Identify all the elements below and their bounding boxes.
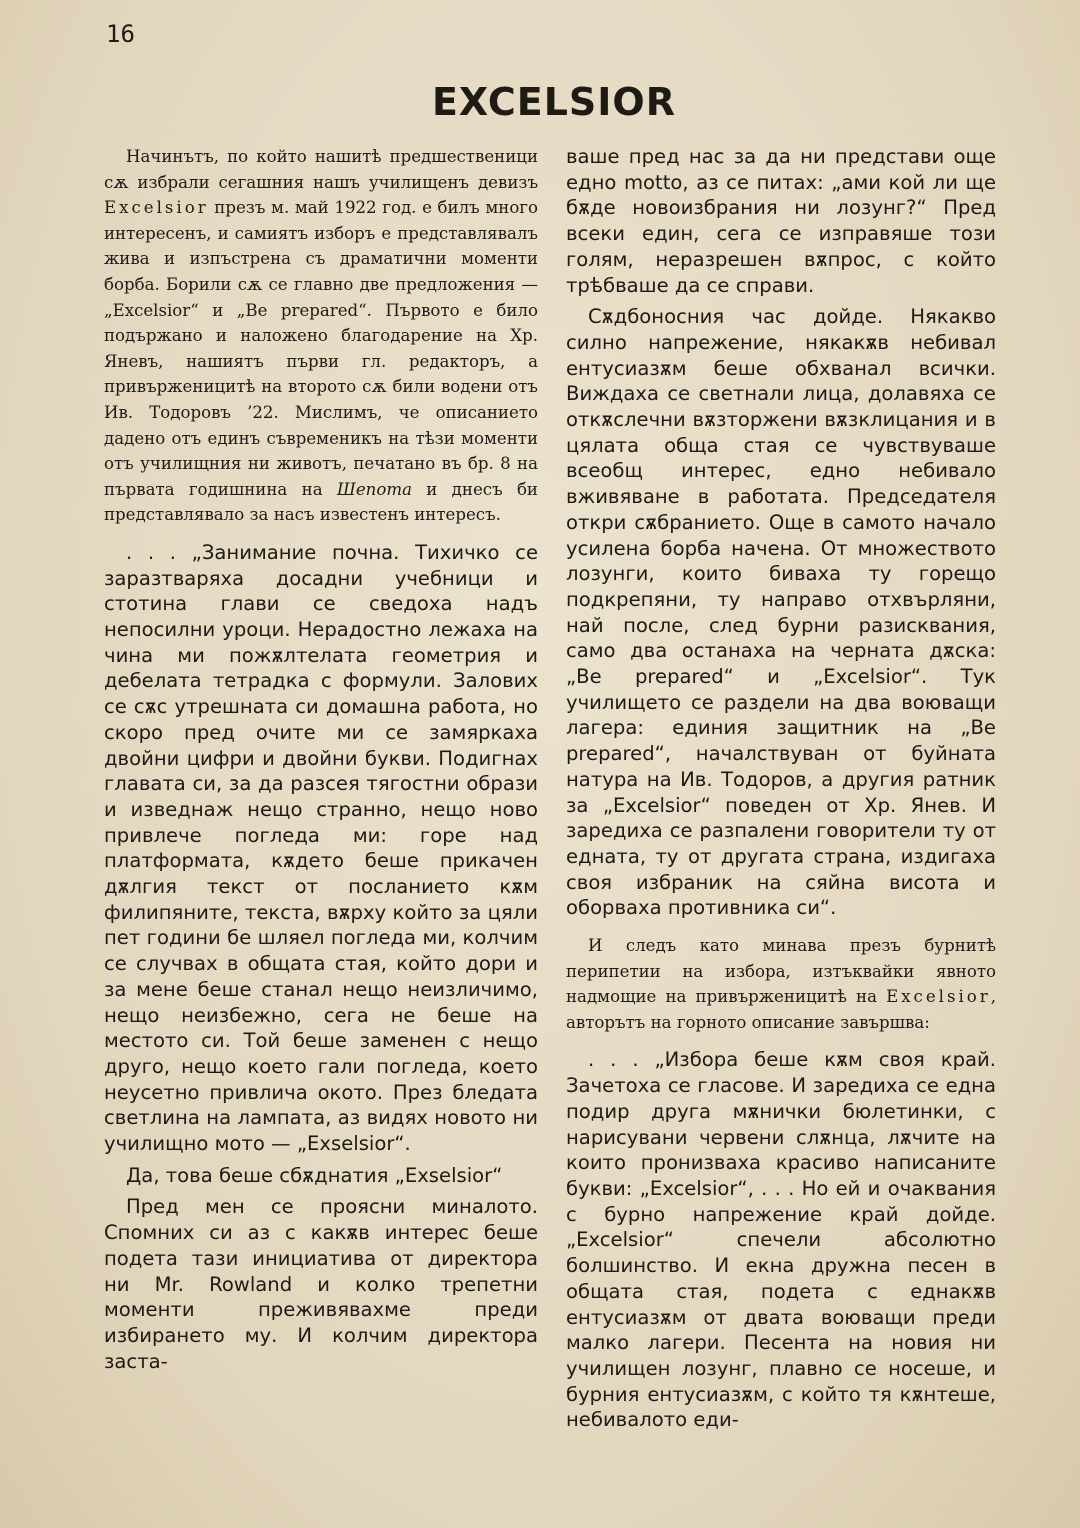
right-intro-paragraph	[566, 933, 996, 1035]
page-number: 16	[106, 20, 135, 48]
intro-text-2: презъ м. май 1922 год. е билъ много интересенъ, и самиятъ изборъ е представлявалъ жива и изпъстрена съ драматични моменти борба. Борили сѫ се главно две предложения — „Excelsior“ и „Be prepared“. Първото е било подържано и наложено благодарение на Хр. Яневъ, нашиятъ първи гл. редакторъ, а привърженицитѣ на второто сѫ били водени отъ Ив. Тодоровъ ’22. Мислимъ, че описанието дадено отъ единъ съвременикъ на тѣзи моменти отъ училищния ни животъ, печатано въ бр. 8 на първата годишнина на	[104, 198, 538, 499]
right-intro-text-1: И следъ като минава презъ бурнитѣ перипетии на избора, изтъквайки явното надмощие на привърженицитѣ на	[566, 936, 996, 1007]
quote-paragraph-1: . . . „Занимание почна. Тихичко се заразтваряха досадни учебници и стотина глави се сведоха надъ непосилни уроци. Нерадостно лежаха на чина ми пожѫлтелата геометрия и дебелата тетрадка с формули. Залових се сѫс утрешната си домашна работа, но скоро пред очите ми се замяркаха двойни цифри и двойни букви. Подигнах главата си, за да разсея тягостни образи и изведнаж нещо странно, нещо ново привлече погледа ми: горе над платформата, кѫдето беше прикачен дѫлгия текст от посланието кѫм филипяните, текста, вѫрху който за цяли пет години бе шляел погледа ми, колчим се случвах в общата стая, който дори и за мене беше станал нещо неизличимо, нещо неизбежно, сега не беше на местото си. Той беше заменен с нещо друго, нещо което гали погледа, което неусетно привлича окото. През бледата светлина на лампата, аз видях новото ни училищно мото — „Exselsior“.	[104, 540, 538, 1156]
right-column	[566, 144, 996, 1433]
magazine-name: Шепота	[336, 479, 412, 499]
right-paragraph-2: Сѫдбоносния час дойде. Някакво силно напрежение, някакѫв небивал ентусиазѫм беше обхванал всички. Виждаха се светнали лица, долавяха се откѫслечни вѫзторжени вѫзклицания и в цялата обща стая се чувствуваше всеобщ интерес, едно небивало вживяване в работата. Председателя откри сѫбранието. Още в самото начало усилена борба начена. От множеството лозунги, които биваха ту горещо подкрепяни, ту направо отхвърляни, най после, след бурни разисквания, само два останаха на черната дѫска: „Be prepared“ и „Excelsior“. Тук училището се раздели на два воюващи лагера: единия защитник на „Be prepared“, началствуван от буйната натура на Ив. Тодоров, а другия ратник за „Excelsior“ поведен от Хр. Янев. И заредиха се разпалени говорители ту от едната, ту от другата страна, издигаха своя избраник на сяйна висота и оборваха противника си“.	[566, 305, 996, 920]
right-paragraph-1: ваше пред нас за да ни представи още едно motto, аз се питах: „ами кой ли ще бѫде новоизбрания ни лозунг?“ Пред всеки един, сега се изправяше този голям, неразрешен вѫпрос, с който трѣбваше да се справи.	[566, 145, 996, 297]
quote-paragraph-3: Пред мен се проясни миналото. Спомних си аз с какѫв интерес беше подета тази инициатива от директора ни Mr. Rowland и колко трепетни моменти преживявахме преди избирането му. И колчим директора заста-	[104, 1195, 538, 1373]
intro-text-1: Начинътъ, по който нашитѣ предшественици сѫ избрали сегашния нашъ училищенъ девизъ	[104, 147, 538, 192]
quote-paragraph-2: Да, това беше сбѫднатия „Exselsior“	[126, 1163, 503, 1187]
right-motto-word: Excelsior	[886, 987, 991, 1007]
motto-word: Excelsior	[104, 198, 209, 218]
intro-paragraph	[104, 144, 538, 528]
right-intro-text-2: , авторътъ на горното описание завършва:	[566, 987, 996, 1032]
article-title: EXCELSIOR	[431, 80, 677, 124]
right-paragraph-3: . . . „Избора беше кѫм своя край. Зачетоха се гласове. И заредиха се една подир друга мѫнички бюлетинки, с нарисувани червени слѫнца, лѫчите на които пронизваха красиво написаните букви: „Excelsior“, . . . Но ей и очаквания с бурно напрежение край дойде. „Excelsior“ спечели абсолютно болшинство. И екна дружна песен в общата стая, подета с еднакѫв ентусиазѫм от двата воюващи преди малко лагери. Песента на новия ни училищен лозунг, плавно се носеше, и бурния ентусиазѫм, с който тя кѫнтеше, небивалото еди-	[566, 1048, 996, 1432]
left-column	[104, 144, 538, 1374]
intro-text-3: и днесъ би представлявало за насъ известенъ интересъ.	[104, 479, 538, 525]
